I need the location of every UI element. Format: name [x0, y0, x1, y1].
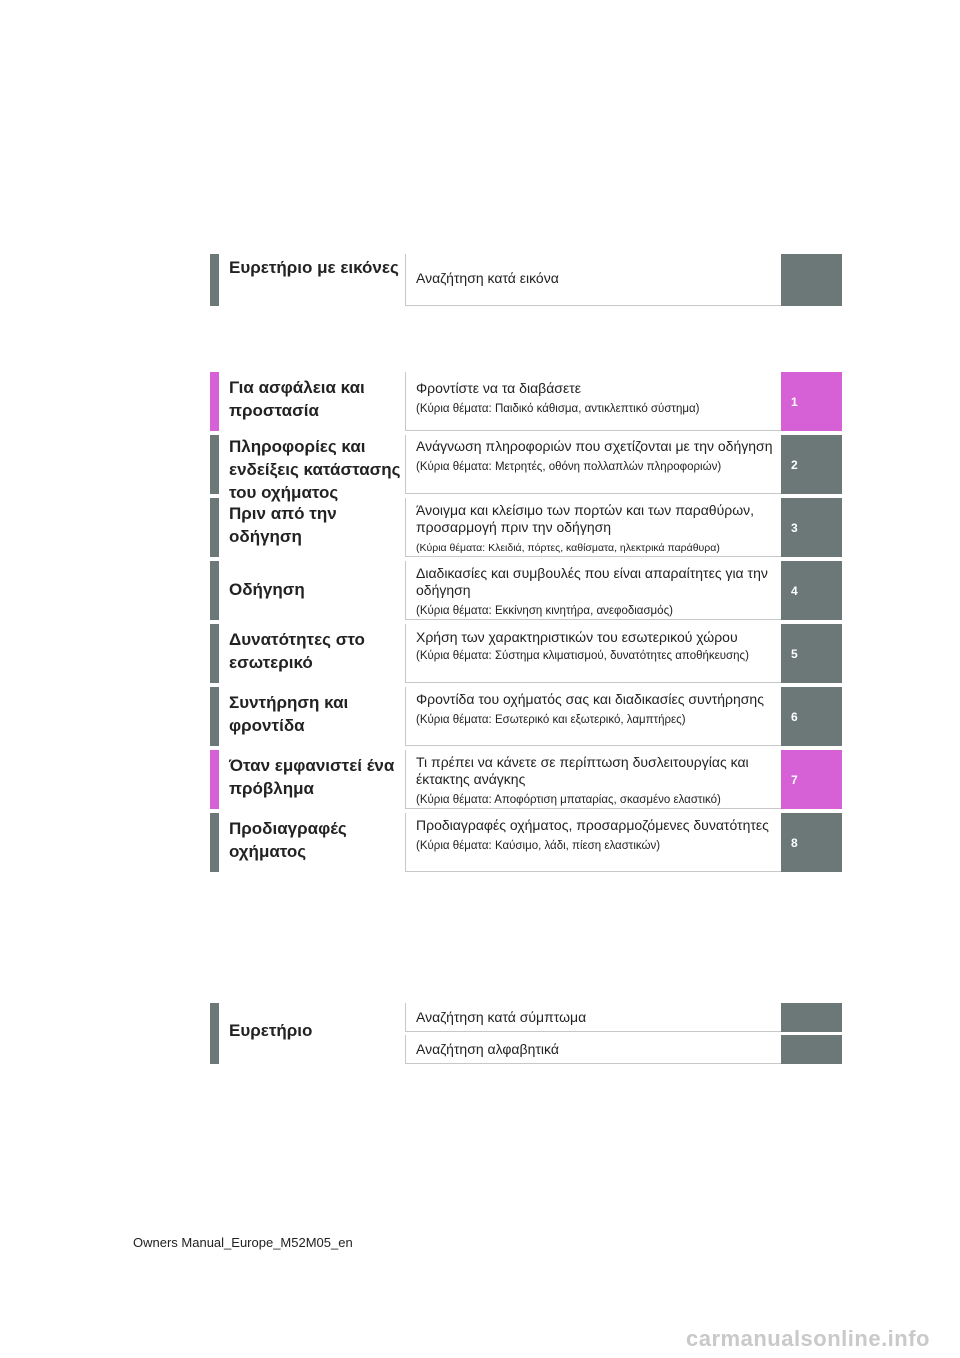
- index-item-label: Αναζήτηση κατά σύμπτωμα: [405, 1003, 781, 1032]
- section-label: Πριν από την οδήγηση: [229, 504, 337, 546]
- section-row-8[interactable]: [210, 813, 842, 872]
- section-label: Όταν εμφανιστεί ένα πρόβλημα: [229, 756, 395, 798]
- section-bar: [210, 498, 219, 557]
- section-desc-sub: (Κύρια θέματα: Εσωτερικό και εξωτερικό, λαμπτήρες): [416, 714, 686, 726]
- section-tab[interactable]: 5: [781, 624, 842, 683]
- index-item-label: Αναζήτηση αλφαβητικά: [405, 1035, 781, 1064]
- section-desc-sub: (Κύρια θέματα: Παιδικό κάθισμα, αντικλεπτικό σύστημα): [416, 403, 700, 415]
- section-desc-main: Προδιαγραφές οχήματος, προσαρμοζόμενες δυνατότητες: [416, 817, 769, 833]
- section-desc: [405, 372, 781, 431]
- section-desc-main: Φροντίδα του οχήματός σας και διαδικασίες συντήρησης: [416, 691, 764, 707]
- section-desc: [405, 561, 781, 620]
- index-item-tab[interactable]: [781, 1035, 842, 1064]
- picture-index-row[interactable]: [210, 254, 842, 306]
- section-tab[interactable]: 2: [781, 435, 842, 494]
- section-desc-main: Διαδικασίες και συμβουλές που είναι απαραίτητες για την οδήγηση: [416, 565, 768, 598]
- watermark: carmanualsonline.info: [686, 1326, 930, 1351]
- footer-text: Owners Manual_Europe_M52M05_en: [133, 1235, 353, 1250]
- section-desc-sub: (Κύρια θέματα: Μετρητές, οθόνη πολλαπλών πληροφοριών): [416, 461, 722, 473]
- section-desc-sub: (Κύρια θέματα: Εκκίνηση κινητήρα, ανεφοδιασμός): [416, 605, 673, 617]
- section-desc: [405, 687, 781, 746]
- section-tab[interactable]: 8: [781, 813, 842, 872]
- section-bar: [210, 750, 219, 809]
- section-desc: [405, 624, 781, 683]
- section-row-2[interactable]: [210, 435, 842, 502]
- section-bar: [210, 372, 219, 431]
- picture-index-tab[interactable]: [781, 254, 842, 306]
- section-bar: [210, 561, 219, 620]
- section-desc-main: Ανάγνωση πληροφοριών που σχετίζονται με την οδήγηση: [416, 438, 773, 454]
- index-item-alphabetical[interactable]: [405, 1035, 842, 1064]
- section-row-3[interactable]: [210, 498, 842, 557]
- picture-index-label: Ευρετήριο με εικόνες: [229, 258, 399, 277]
- section-tab[interactable]: 6: [781, 687, 842, 746]
- section-tab[interactable]: 1: [781, 372, 842, 431]
- section-label: Προδιαγραφές οχήματος: [229, 819, 347, 861]
- section-tab[interactable]: 4: [781, 561, 842, 620]
- section-bar: [210, 254, 219, 306]
- section-desc-main: Άνοιγμα και κλείσιμο των πορτών και των παραθύρων, προσαρμογή πριν την οδήγηση: [416, 502, 755, 535]
- section-desc-main: Τι πρέπει να κάνετε σε περίπτωση δυσλειτουργίας και έκτακτης ανάγκης: [416, 754, 749, 787]
- section-desc-sub: (Κύρια θέματα: Σύστημα κλιματισμού, δυνατότητες αποθήκευσης): [416, 650, 749, 662]
- section-desc: [405, 435, 781, 494]
- section-row-7[interactable]: [210, 750, 842, 809]
- section-row-6[interactable]: [210, 687, 842, 746]
- section-desc-sub: (Κύρια θέματα: Αποφόρτιση μπαταρίας, σκασμένο ελαστικό): [416, 794, 721, 806]
- section-label: Πληροφορίες και ενδείξεις κατάστασης του οχήματος: [229, 437, 401, 502]
- section-desc-sub: (Κύρια θέματα: Κλειδιά, πόρτες, καθίσματα, ηλεκτρικά παράθυρα): [416, 542, 720, 554]
- picture-index-desc: [405, 254, 781, 306]
- section-bar: [210, 813, 219, 872]
- section-tab[interactable]: 7: [781, 750, 842, 809]
- section-desc-sub: (Κύρια θέματα: Καύσιμο, λάδι, πίεση ελαστικών): [416, 840, 661, 852]
- picture-index-desc-text: Αναζήτηση κατά εικόνα: [416, 270, 559, 286]
- section-desc: [405, 498, 781, 557]
- section-desc: [405, 813, 781, 872]
- section-row-5[interactable]: [210, 624, 842, 683]
- section-bar: [210, 435, 219, 494]
- section-desc: [405, 750, 781, 809]
- section-bar: [210, 624, 219, 683]
- section-tab[interactable]: 3: [781, 498, 842, 557]
- section-desc-main: Φροντίστε να τα διαβάσετε: [416, 380, 581, 396]
- section-desc-main: Χρήση των χαρακτηριστικών του εσωτερικού χώρου: [416, 629, 738, 645]
- section-label: Συντήρηση και φροντίδα: [229, 693, 349, 735]
- section-bar: [210, 687, 219, 746]
- index-item-symptom[interactable]: [405, 1003, 842, 1032]
- section-label: Οδήγηση: [229, 580, 305, 599]
- section-row-4[interactable]: [210, 561, 842, 620]
- section-label: Για ασφάλεια και προστασία: [229, 378, 365, 420]
- index-label: Ευρετήριο: [229, 1021, 313, 1040]
- index-item-tab[interactable]: [781, 1003, 842, 1032]
- section-label: Δυνατότητες στο εσωτερικό: [229, 630, 365, 672]
- section-row-1[interactable]: [210, 372, 842, 431]
- index-bar: [210, 1003, 219, 1064]
